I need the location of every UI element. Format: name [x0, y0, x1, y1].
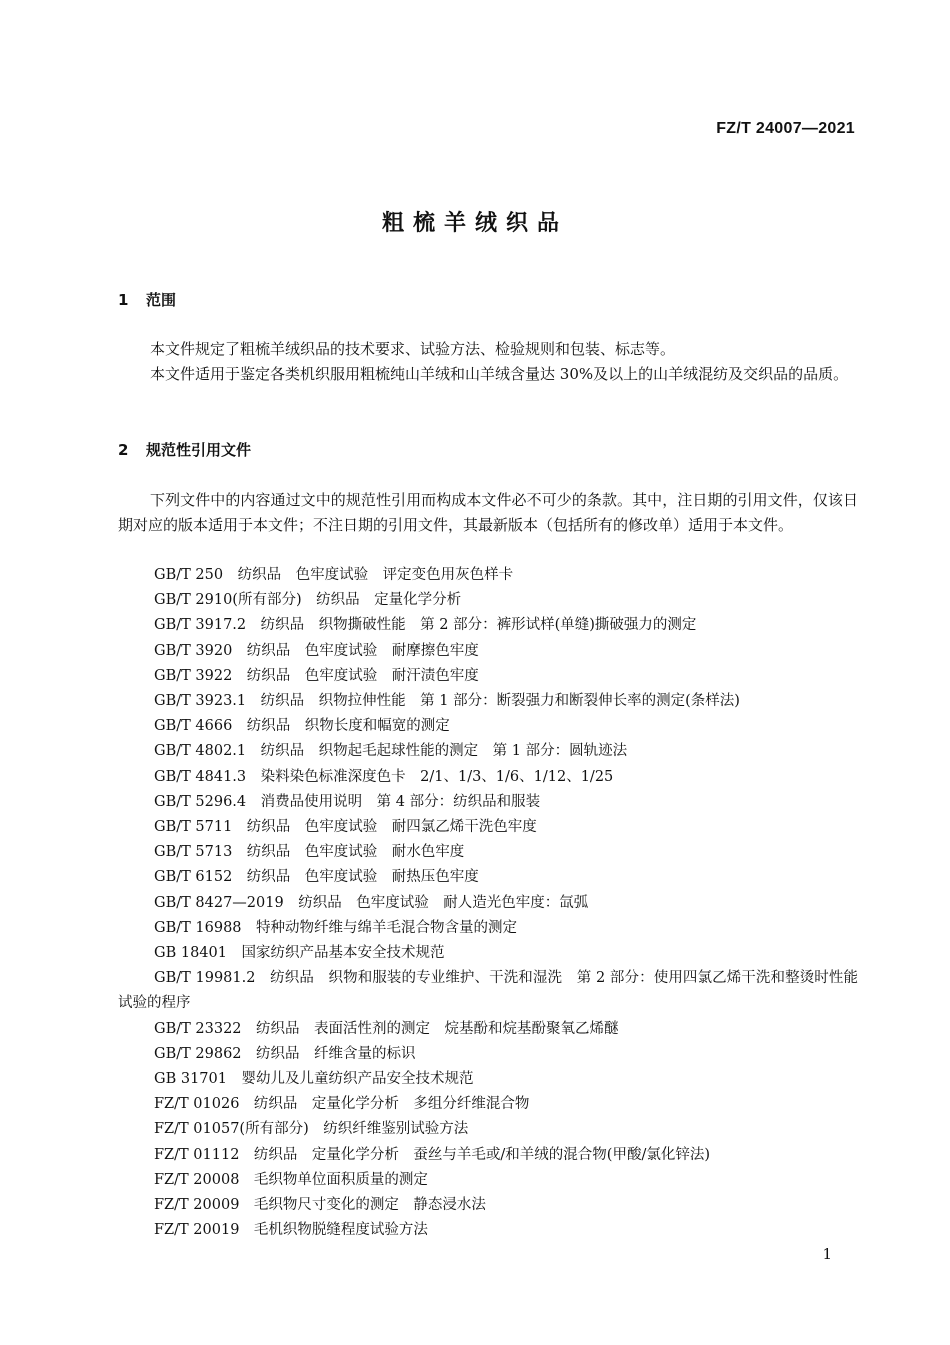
reference-item: FZ/T 01112 纺织品 定量化学分析 蚕丝与羊毛或/和羊绒的混合物(甲酸/氯化锌法) — [154, 1146, 711, 1163]
reference-item: GB/T 5711 纺织品 色牢度试验 耐四氯乙烯干洗色牢度 — [154, 819, 537, 836]
section-title: 规范性引用文件 — [146, 441, 252, 459]
reference-item: FZ/T 01026 纺织品 定量化学分析 多组分纤维混合物 — [154, 1096, 530, 1113]
reference-item: GB/T 23322 纺织品 表面活性剂的测定 烷基酚和烷基酚聚氧乙烯醚 — [154, 1020, 619, 1037]
section-number: 1 — [118, 291, 129, 309]
reference-item: GB/T 4841.3 染料染色标准深度色卡 2/1、1/3、1/6、1/12、1/25 — [154, 768, 614, 785]
reference-item: GB/T 3917.2 纺织品 织物撕破性能 第 2 部分：裤形试样(单缝)撕破强力的测定 — [154, 617, 697, 634]
reference-item: GB 31701 婴幼儿及儿童纺织产品安全技术规范 — [154, 1071, 474, 1088]
reference-item: FZ/T 20009 毛织物尺寸变化的测定 静态浸水法 — [154, 1197, 486, 1214]
reference-item: GB/T 3923.1 纺织品 织物拉伸性能 第 1 部分：断裂强力和断裂伸长率的测定(条样法) — [154, 693, 740, 710]
reference-item: FZ/T 20008 毛织物单位面积质量的测定 — [154, 1171, 428, 1188]
reference-item: GB/T 250 纺织品 色牢度试验 评定变色用灰色样卡 — [154, 567, 514, 583]
reference-item: GB/T 8427—2019 纺织品 色牢度试验 耐人造光色牢度：氙弧 — [154, 894, 589, 911]
reference-item: GB/T 4802.1 纺织品 织物起毛起球性能的测定 第 1 部分：圆轨迹法 — [154, 743, 628, 760]
reference-item: GB 18401 国家纺织产品基本安全技术规范 — [154, 945, 445, 962]
reference-item: FZ/T 20019 毛机织物脱缝程度试验方法 — [154, 1222, 428, 1239]
reference-item: GB/T 2910(所有部分) 纺织品 定量化学分析 — [154, 592, 462, 609]
section-heading-normative — [118, 439, 251, 460]
reference-item: GB/T 19981.2 纺织品 织物和服装的专业维护、干洗和湿洗 第 2 部分：使用四氯乙烯干洗和整烫时性能试验的程序 — [118, 970, 858, 1012]
normative-intro: 下列文件中的内容通过文中的规范性引用而构成本文件必不可少的条款。其中，注日期的引用文件，仅该日期对应的版本适用于本文件；不注日期的引用文件，其最新版本（包括所有的修改单）适用于本文件。 — [118, 491, 858, 534]
reference-item: GB/T 3922 纺织品 色牢度试验 耐汗渍色牢度 — [154, 667, 479, 684]
reference-item: GB/T 5713 纺织品 色牢度试验 耐水色牢度 — [154, 844, 465, 861]
reference-item: GB/T 4666 纺织品 织物长度和幅宽的测定 — [154, 718, 450, 735]
reference-item: FZ/T 01057(所有部分) 纺织纤维鉴别试验方法 — [154, 1121, 469, 1138]
document-title: 粗梳羊绒织品 — [381, 211, 568, 236]
section-number: 2 — [118, 441, 129, 459]
scope-paragraph-2: 本文件适用于鉴定各类机织服用粗梳纯山羊绒和山羊绒含量达 30%及以上的山羊绒混纺及交织品的品质。 — [150, 365, 849, 383]
reference-item: GB/T 16988 特种动物纤维与绵羊毛混合物含量的测定 — [154, 919, 518, 936]
reference-list — [118, 563, 858, 1243]
reference-item: GB/T 3920 纺织品 色牢度试验 耐摩擦色牢度 — [154, 642, 479, 659]
section-title: 范围 — [146, 291, 177, 309]
scope-paragraph-1: 本文件规定了粗梳羊绒织品的技术要求、试验方法、检验规则和包装、标志等。 — [150, 340, 676, 358]
reference-item: GB/T 29862 纺织品 纤维含量的标识 — [154, 1045, 416, 1062]
document-code: FZ/T 24007—2021 — [716, 120, 855, 137]
section-heading-scope — [118, 289, 176, 310]
reference-item: GB/T 6152 纺织品 色牢度试验 耐热压色牢度 — [154, 869, 479, 886]
page-number: 1 — [822, 1245, 832, 1263]
reference-item: GB/T 5296.4 消费品使用说明 第 4 部分：纺织品和服装 — [154, 793, 541, 810]
